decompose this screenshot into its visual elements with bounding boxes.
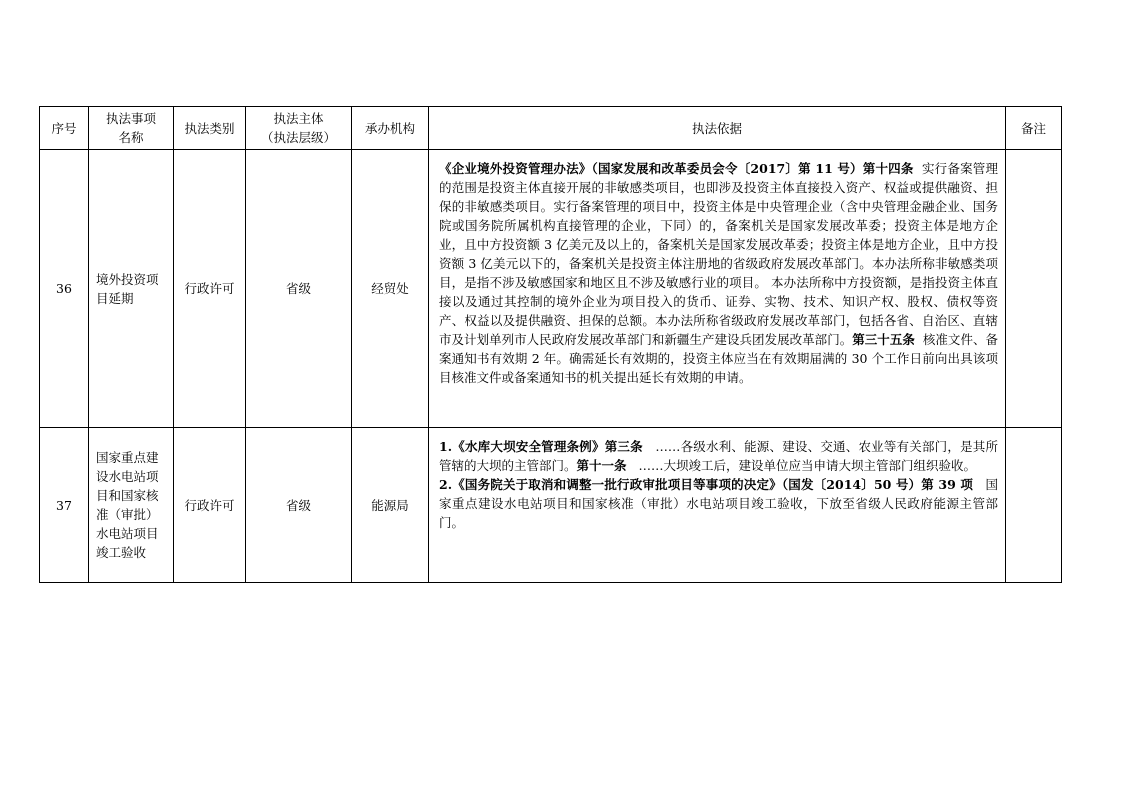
row-agency: 能源局 — [352, 428, 429, 583]
basis-law-title: 1.《水库大坝安全管理条例》第三条 — [439, 439, 643, 454]
basis-paragraph — [439, 159, 998, 387]
basis-article: 第十一条 — [576, 458, 627, 473]
basis-text: ……大坝竣工后，建设单位应当申请大坝主管部门组织验收。 — [638, 458, 976, 473]
row-item-name: 国家重点建设水电站项目和国家核准（审批）水电站项目竣工验收 — [89, 428, 174, 583]
basis-law-title: 2.《国务院关于取消和调整一批行政审批项目等事项的决定》（国发〔2014〕50 号）第 39 项 — [439, 477, 974, 492]
row-level: 省级 — [246, 150, 352, 428]
table-row — [40, 428, 1062, 583]
header-row — [40, 107, 1062, 150]
enforcement-table — [39, 106, 1062, 583]
table-row — [40, 150, 1062, 428]
row-category: 行政许可 — [174, 150, 246, 428]
basis-text: 国家重点建设水电站项目和国家核准（审批）水电站项目竣工验收，下放至省级人民政府能源主管部门。 — [439, 477, 998, 530]
row-seq: 36 — [40, 150, 89, 428]
row-category: 行政许可 — [174, 428, 246, 583]
basis-text: 实行备案管理的范围是投资主体直接开展的非敏感类项目，也即涉及投资主体直接投入资产、权益或提供融资、担保的非敏感类项目。实行备案管理的项目中，投资主体是中央管理企业（含中央管理金融企业、国务院或国务院所属机构直接管理的企业，下同）的，备案机关是国家发展改革委；投资主体是地方企业，且中方投资额 3 亿美元及以上的，备案机关是国家发展改革委；投资主体是地方企业，且中方投资额 3 亿美元以下的，备案机关是投资主体注册地的省级政府发展改革部门。本办法所称非敏感类项目，是指不涉及敏感国家和地区且不涉及敏感行业的项目。 本办法所称中方投资额，是指投资主体直接以及通过其控制的境外企业为项目投入的货币、证券、实物、技术、知识产权、股权、债权等资产、权益以及提供融资、担保的总额。本办法所称省级政府发展改革部门，包括各省、自治区、直辖市及计划单列市人民政府发展改革部门和新疆生产建设兵团发展改革部门。 — [439, 161, 999, 347]
header-subject-line1: 执法主体 — [273, 111, 324, 126]
header-seq: 序号 — [40, 107, 89, 150]
row-item-name: 境外投资项目延期 — [89, 150, 174, 428]
basis-text: ……各级水利、能源、建设、交通、农业等有关部门，是其所管辖的大坝的主管部门。 — [439, 439, 998, 473]
header-category: 执法类别 — [174, 107, 246, 150]
row-agency: 经贸处 — [352, 150, 429, 428]
row-seq: 37 — [40, 428, 89, 583]
row-basis — [429, 428, 1006, 583]
basis-text: 核准文件、备案通知书有效期 2 年。确需延长有效期的，投资主体应当在有效期届满的 30 个工作日前向出具该项目核准文件或备案通知书的机关提出延长有效期的申请。 — [439, 332, 998, 385]
row-basis — [429, 150, 1006, 428]
header-subject — [246, 107, 352, 150]
basis-paragraph — [439, 437, 998, 475]
basis-law-title: 《企业境外投资管理办法》（国家发展和改革委员会令〔2017〕第 11 号）第十四条 — [439, 161, 914, 176]
row-level: 省级 — [246, 428, 352, 583]
header-item-name — [89, 107, 174, 150]
row-remarks — [1006, 150, 1062, 428]
basis-article: 第三十五条 — [852, 332, 915, 347]
header-agency: 承办机构 — [352, 107, 429, 150]
header-remarks: 备注 — [1006, 107, 1062, 150]
basis-paragraph — [439, 475, 998, 532]
header-subject-line2: （执法层级） — [260, 130, 336, 145]
header-basis: 执法依据 — [429, 107, 1006, 150]
row-remarks — [1006, 428, 1062, 583]
header-item-name-line2: 名称 — [118, 130, 144, 145]
header-item-name-line1: 执法事项 — [105, 111, 156, 126]
